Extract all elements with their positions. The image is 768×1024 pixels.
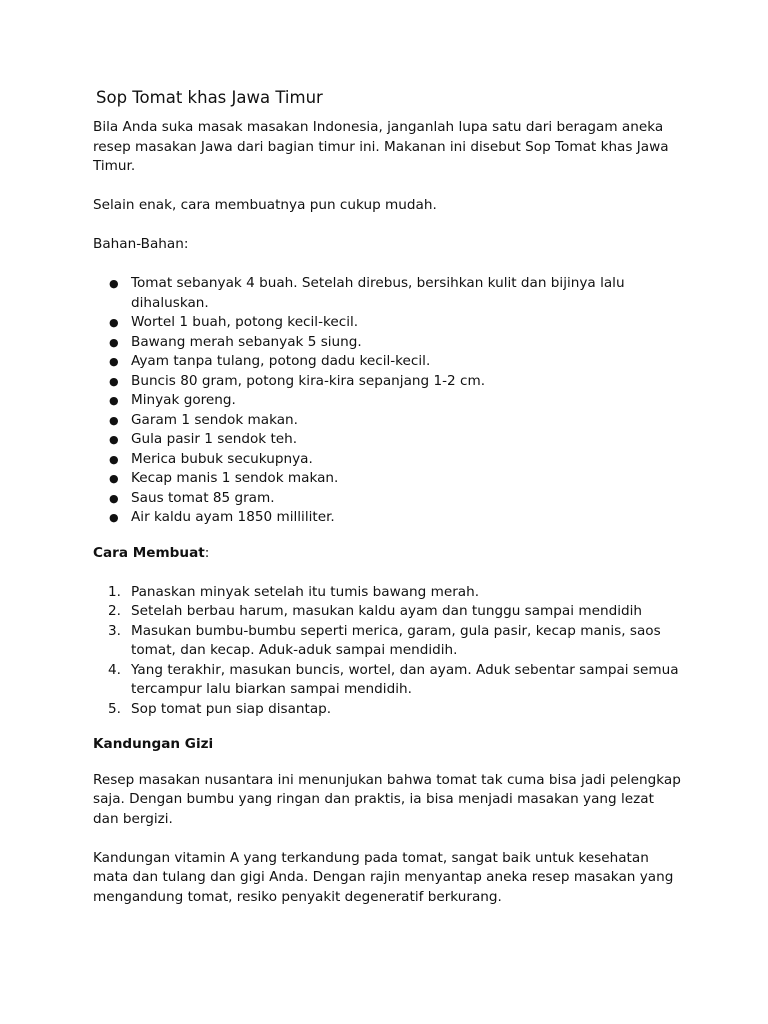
ingredient-text: Bawang merah sebanyak 5 siung. xyxy=(131,333,362,350)
list-item xyxy=(93,411,683,431)
bullet-icon: ● xyxy=(109,433,119,446)
bullet-icon: ● xyxy=(109,316,119,329)
step-number: 1. xyxy=(108,583,121,600)
ingredient-text: Buncis 80 gram, potong kira-kira sepanjang 1-2 cm. xyxy=(131,372,486,389)
ingredient-text: Gula pasir 1 sendok teh. xyxy=(131,431,298,447)
method-heading-bold: Cara Membuat xyxy=(93,544,205,561)
list-item xyxy=(93,450,683,470)
list-item xyxy=(93,372,683,392)
bullet-icon: ● xyxy=(109,394,119,407)
ingredient-text: Ayam tanpa tulang, potong dadu kecil-kecil. xyxy=(131,353,431,369)
easy-note-paragraph: Selain enak, cara membuatnya pun cukup mudah. xyxy=(93,197,437,213)
ingredient-text: Tomat sebanyak 4 buah. Setelah direbus, bersihkan kulit dan bijinya lalu dihaluskan. xyxy=(131,275,625,311)
list-item xyxy=(93,352,683,372)
list-item xyxy=(93,430,683,450)
ingredient-text: Minyak goreng. xyxy=(131,392,236,408)
list-item xyxy=(93,333,683,353)
list-item xyxy=(93,391,683,411)
bullet-icon: ● xyxy=(109,335,119,349)
list-item xyxy=(93,489,683,509)
list-item xyxy=(93,508,683,528)
step-text: Sop tomat pun siap disantap. xyxy=(131,700,332,717)
ingredient-text: Air kaldu ayam 1850 milliliter. xyxy=(131,509,335,525)
list-item xyxy=(93,583,683,603)
nutrition-paragraph-1: Resep masakan nusantara ini menunjukan bahwa tomat tak cuma bisa jadi pelengkap saja. Dengan bumbu yang ringan dan praktis, ia bisa menjadi masakan yang lezat dan bergizi. xyxy=(93,771,681,827)
ingredient-text: Garam 1 sendok makan. xyxy=(131,411,298,428)
step-number: 5. xyxy=(108,700,121,717)
bullet-icon: ● xyxy=(109,277,119,290)
step-text: Panaskan minyak setelah itu tumis bawang merah. xyxy=(131,583,480,600)
ingredient-text: Wortel 1 buah, potong kecil-kecil. xyxy=(131,314,359,330)
intro-paragraph: Bila Anda suka masak masakan Indonesia, janganlah lupa satu dari beragam aneka resep masakan Jawa dari bagian timur ini. Makanan ini disebut Sop Tomat khas Jawa Timur. xyxy=(93,119,669,174)
method-heading xyxy=(93,544,683,564)
ingredient-text: Merica bubuk secukupnya. xyxy=(131,450,313,467)
bullet-icon: ● xyxy=(109,491,119,505)
ingredients-heading: Bahan-Bahan: xyxy=(93,236,189,252)
ingredient-text: Saus tomat 85 gram. xyxy=(131,489,275,506)
list-item xyxy=(93,622,683,661)
step-number: 4. xyxy=(108,661,121,678)
nutrition-paragraph-2: Kandungan vitamin A yang terkandung pada tomat, sangat baik untuk kesehatan mata dan tulang dan gigi Anda. Dengan rajin menyantap aneka resep masakan yang mengandung tomat, resiko penyakit degeneratif berkurang. xyxy=(93,849,674,905)
ingredient-text: Kecap manis 1 sendok makan. xyxy=(131,470,339,486)
bullet-icon: ● xyxy=(109,452,119,466)
list-item xyxy=(93,313,683,333)
nutrition-heading: Kandungan Gizi xyxy=(93,736,214,752)
steps-list xyxy=(93,583,683,720)
bullet-icon: ● xyxy=(109,413,119,427)
list-item xyxy=(93,469,683,489)
method-heading-colon: : xyxy=(204,544,210,561)
list-item xyxy=(93,700,683,720)
step-text: Setelah berbau harum, masukan kaldu ayam dan tunggu sampai mendidih xyxy=(131,603,642,619)
bullet-icon: ● xyxy=(109,472,119,485)
bullet-icon: ● xyxy=(109,374,119,388)
step-text: Masukan bumbu-bumbu seperti merica, garam, gula pasir, kecap manis, saos tomat, dan kecap. Aduk-aduk sampai mendidih. xyxy=(131,622,661,658)
document-title: Sop Tomat khas Jawa Timur xyxy=(96,88,323,107)
list-item xyxy=(93,602,683,622)
step-number: 2. xyxy=(108,603,121,619)
bullet-icon: ● xyxy=(109,511,119,524)
document-body xyxy=(93,118,683,907)
step-number: 3. xyxy=(108,622,121,639)
step-text: Yang terakhir, masukan buncis, wortel, dan ayam. Aduk sebentar sampai semua tercampur lalu biarkan sampai mendidih. xyxy=(131,661,679,697)
bullet-icon: ● xyxy=(109,355,119,368)
ingredients-list xyxy=(93,274,683,528)
list-item xyxy=(93,274,683,313)
list-item xyxy=(93,661,683,700)
